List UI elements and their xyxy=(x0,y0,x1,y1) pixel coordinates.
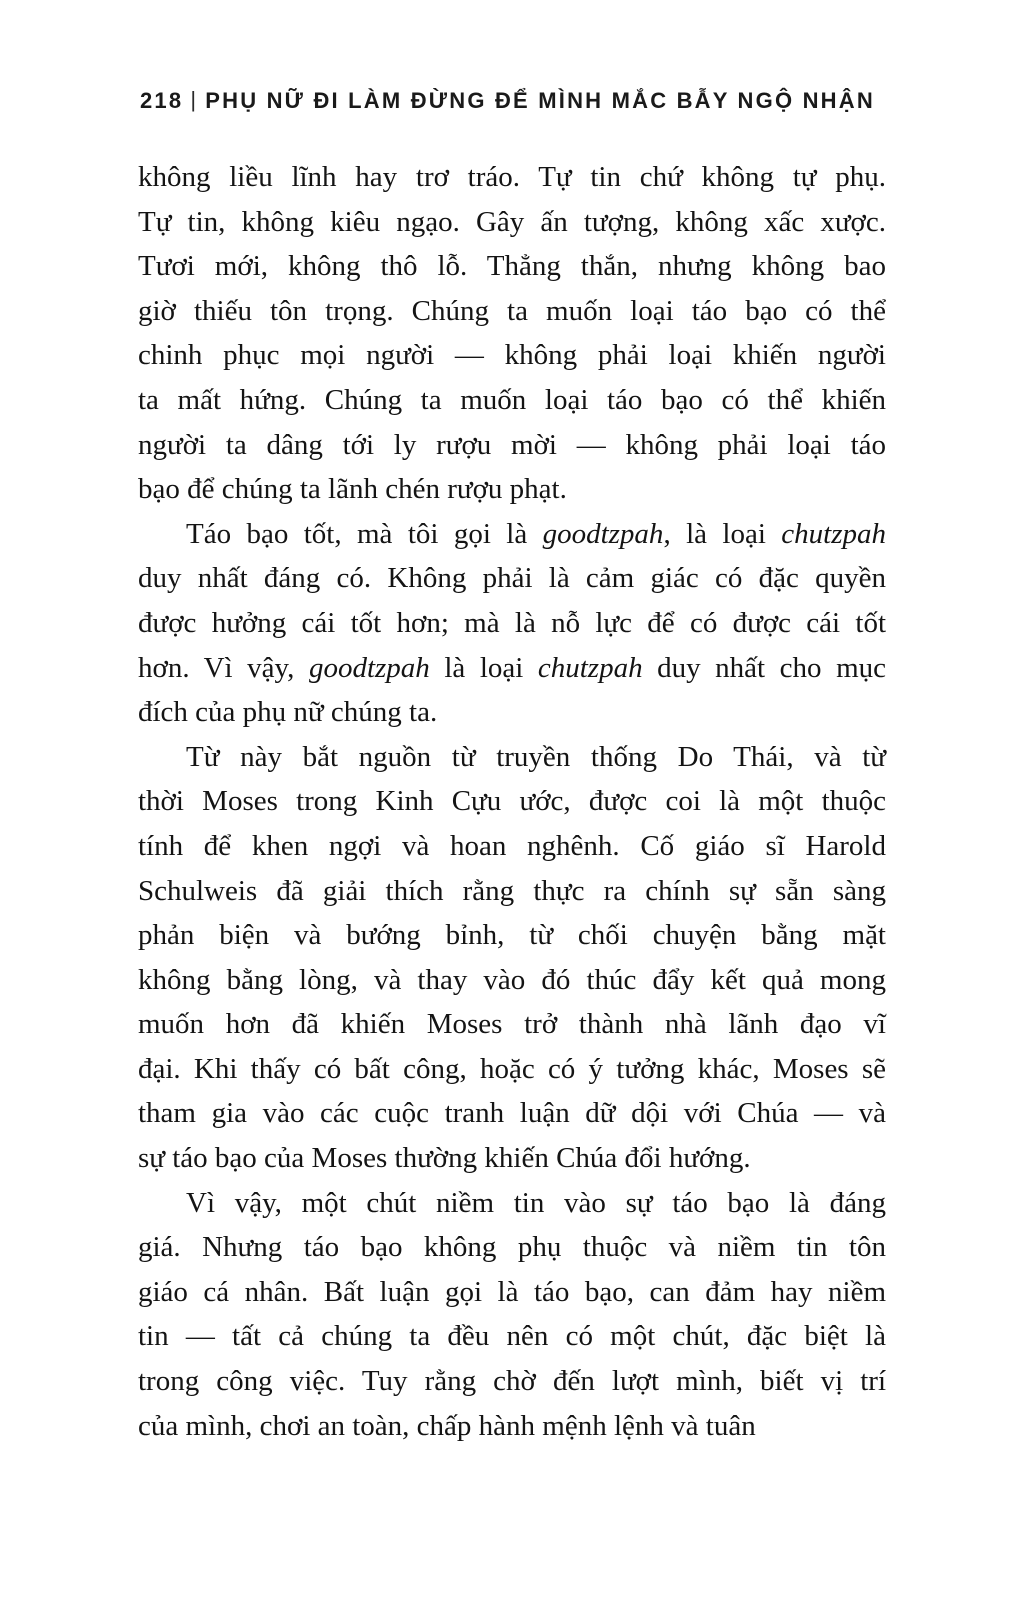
text-line: Từ này bắt nguồn từ truyền thống Do Thái, và từ xyxy=(186,740,886,773)
text-line: Tự tin, không kiêu ngạo. Gây ấn tượng, không xấc xược. xyxy=(138,205,886,238)
page-number: 218 xyxy=(140,88,184,113)
text-line: Táo bạo tốt, mà tôi gọi là goodtzpah, là loại chutzpah xyxy=(186,517,886,550)
text-line: sự táo bạo của Moses thường khiến Chúa đổi hướng. xyxy=(138,1142,751,1175)
text-line: giá. Nhưng táo bạo không phụ thuộc và niềm tin tôn xyxy=(138,1231,886,1264)
text-line: thời Moses trong Kinh Cựu ước, được coi là một thuộc xyxy=(138,785,886,818)
text-line: bạo để chúng ta lãnh chén rượu phạt. xyxy=(138,473,567,506)
text-line: không bằng lòng, và thay vào đó thúc đẩy kết quả mong xyxy=(138,963,886,996)
text-line: Schulweis đã giải thích rằng thực ra chính sự sẵn sàng xyxy=(138,874,886,907)
text-line: giáo cá nhân. Bất luận gọi là táo bạo, can đảm hay niềm xyxy=(138,1275,886,1308)
text-line: phản biện và bướng bỉnh, từ chối chuyện bằng mặt xyxy=(138,919,886,952)
header-separator: | xyxy=(190,87,199,112)
text-line: trong công việc. Tuy rằng chờ đến lượt mình, biết vị trí xyxy=(138,1365,886,1398)
page-header xyxy=(140,88,924,114)
text-line: duy nhất đáng có. Không phải là cảm giác có đặc quyền xyxy=(138,562,886,595)
running-title: PHỤ NỮ ĐI LÀM ĐỪNG ĐỂ MÌNH MẮC BẪY NGỘ NHẬN xyxy=(205,88,875,113)
text-line: Vì vậy, một chút niềm tin vào sự táo bạo là đáng xyxy=(186,1186,886,1219)
text-line: đích của phụ nữ chúng ta. xyxy=(138,696,438,729)
text-line: Tươi mới, không thô lỗ. Thẳng thắn, nhưng không bao xyxy=(138,250,886,283)
text-line: người ta dâng tới ly rượu mời — không phải loại táo xyxy=(138,428,886,461)
text-line: tính để khen ngợi và hoan nghênh. Cố giáo sĩ Harold xyxy=(138,829,886,862)
text-line: giờ thiếu tôn trọng. Chúng ta muốn loại táo bạo có thể xyxy=(138,294,886,327)
text-line: đại. Khi thấy có bất công, hoặc có ý tưởng khác, Moses sẽ xyxy=(138,1052,886,1085)
text-line: được hưởng cái tốt hơn; mà là nỗ lực để có được cái tốt xyxy=(138,606,886,639)
text-line: muốn hơn đã khiến Moses trở thành nhà lãnh đạo vĩ xyxy=(138,1008,886,1041)
text-line: tin — tất cả chúng ta đều nên có một chút, đặc biệt là xyxy=(138,1320,886,1353)
text-line: ta mất hứng. Chúng ta muốn loại táo bạo có thể khiến xyxy=(138,383,886,416)
text-line: chinh phục mọi người — không phải loại khiến người xyxy=(138,339,886,372)
text-line: hơn. Vì vậy, goodtzpah là loại chutzpah duy nhất cho mục xyxy=(138,651,886,684)
text-line: tham gia vào các cuộc tranh luận dữ dội với Chúa — và xyxy=(138,1097,886,1130)
text-line: không liều lĩnh hay trơ tráo. Tự tin chứ không tự phụ. xyxy=(138,161,886,193)
body-text xyxy=(138,155,886,1448)
text-line: của mình, chơi an toàn, chấp hành mệnh lệnh và tuân xyxy=(138,1409,756,1442)
